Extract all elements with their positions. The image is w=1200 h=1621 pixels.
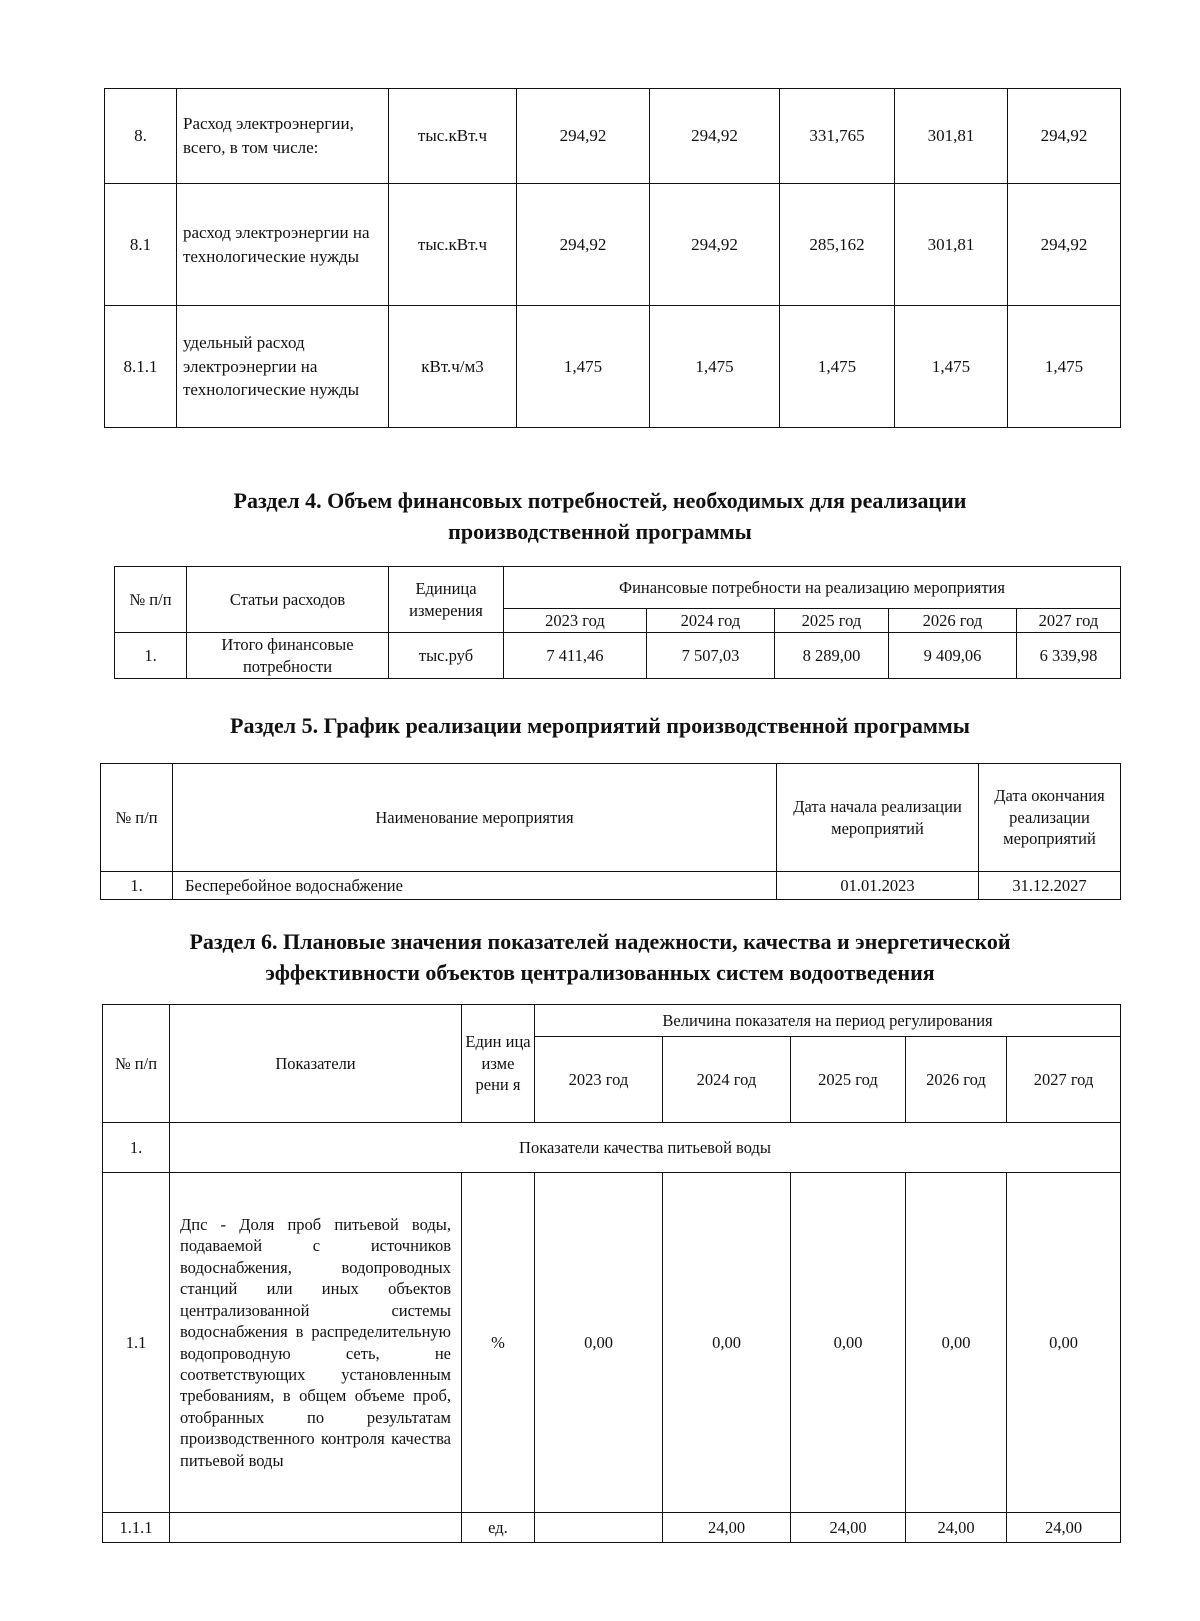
col-header-year: 2024 год [663,1037,791,1123]
col-header-unit: Единица измерения [389,567,504,633]
value-2025: 0,00 [791,1173,906,1513]
value-2027: 24,00 [1007,1513,1121,1543]
row-number: 8.1.1 [105,306,177,428]
section-6-title: Раздел 6. Плановые значения показателей надежности, качества и энергетической эффективности объектов централизованных систем водоотведения [189,929,1011,986]
value-2024: 294,92 [650,184,780,306]
row-unit: тыс.руб [389,633,504,679]
table-row [101,872,1121,900]
col-header-group: Величина показателя на период регулирования [535,1005,1121,1037]
value-2026: 24,00 [906,1513,1007,1543]
col-header-end: Дата окончания реализации мероприятий [979,764,1121,872]
row-unit: тыс.кВт.ч [389,89,517,184]
value-2027: 0,00 [1007,1173,1121,1513]
row-number: 1.1.1 [103,1513,170,1543]
col-header-year: 2026 год [906,1037,1007,1123]
row-number: 1. [115,633,187,679]
value-2024: 7 507,03 [647,633,775,679]
col-header-year: 2027 год [1017,609,1121,633]
col-header-unit: Един ица изме рени я [462,1005,535,1123]
value-2027: 6 339,98 [1017,633,1121,679]
value-2024: 1,475 [650,306,780,428]
value-2023: 294,92 [517,89,650,184]
header-row [101,764,1121,872]
value-2026: 1,475 [895,306,1008,428]
table-row [105,89,1121,184]
col-header-start: Дата начала реализации мероприятий [777,764,979,872]
col-header-year: 2023 год [535,1037,663,1123]
col-header-group: Финансовые потребности на реализацию мероприятия [504,567,1121,609]
financial-needs-table [114,566,1121,679]
col-header-num: № п/п [115,567,187,633]
value-2027: 294,92 [1008,184,1121,306]
table-row [115,633,1121,679]
row-indicator [170,1513,462,1543]
section-4-title: Раздел 4. Объем финансовых потребностей, необходимых для реализации производственной программы [233,488,967,545]
row-item: Итого финансовые потребности [187,633,389,679]
row-name: Расход электроэнергии, всего, в том числе: [177,89,389,184]
value-2025: 8 289,00 [775,633,889,679]
value-2025: 24,00 [791,1513,906,1543]
col-header-year: 2025 год [775,609,889,633]
section-5-title: Раздел 5. График реализации мероприятий производственной программы [230,713,970,738]
col-header-indicator: Показатели [170,1005,462,1123]
value-2023 [535,1513,663,1543]
row-name: Бесперебойное водоснабжение [173,872,777,900]
row-unit: % [462,1173,535,1513]
col-header-name: Наименование мероприятия [173,764,777,872]
row-unit: кВт.ч/м3 [389,306,517,428]
value-2023: 0,00 [535,1173,663,1513]
value-2023: 7 411,46 [504,633,647,679]
value-2027: 1,475 [1008,306,1121,428]
value-2026: 301,81 [895,89,1008,184]
row-number: 8.1 [105,184,177,306]
row-indicator: Дпс - Доля проб питьевой воды, подаваемой с источников водоснабжения, водопроводных станций или иных объектов централизованной системы водоснабжения в распределительную водопроводную сеть, не соответствующих установленным требованиям, в общем объеме проб, отобранных по результатам производственного контроля качества питьевой воды [170,1173,462,1513]
col-header-year: 2027 год [1007,1037,1121,1123]
row-start-date: 01.01.2023 [777,872,979,900]
value-2023: 1,475 [517,306,650,428]
indicators-table [102,1004,1121,1543]
col-header-year: 2025 год [791,1037,906,1123]
value-2026: 0,00 [906,1173,1007,1513]
table-row [103,1173,1121,1513]
group-row [103,1123,1121,1173]
value-2025: 331,765 [780,89,895,184]
col-header-year: 2023 год [504,609,647,633]
row-unit: тыс.кВт.ч [389,184,517,306]
row-number: 1. [101,872,173,900]
table-row [105,306,1121,428]
row-number: 8. [105,89,177,184]
header-row [103,1005,1121,1037]
value-2023: 294,92 [517,184,650,306]
row-number: 1.1 [103,1173,170,1513]
header-row [115,567,1121,609]
col-header-num: № п/п [101,764,173,872]
row-name: расход электроэнергии на технологические нужды [177,184,389,306]
value-2025: 1,475 [780,306,895,428]
col-header-year: 2026 год [889,609,1017,633]
table-row [105,184,1121,306]
value-2024: 0,00 [663,1173,791,1513]
energy-consumption-table [104,88,1121,428]
schedule-table [100,763,1121,900]
value-2025: 285,162 [780,184,895,306]
col-header-year: 2024 год [647,609,775,633]
row-unit: ед. [462,1513,535,1543]
col-header-item: Статьи расходов [187,567,389,633]
value-2026: 301,81 [895,184,1008,306]
row-end-date: 31.12.2027 [979,872,1121,900]
row-name: удельный расход электроэнергии на технологические нужды [177,306,389,428]
value-2026: 9 409,06 [889,633,1017,679]
group-label: Показатели качества питьевой воды [170,1123,1121,1173]
value-2027: 294,92 [1008,89,1121,184]
table-row [103,1513,1121,1543]
value-2024: 294,92 [650,89,780,184]
col-header-num: № п/п [103,1005,170,1123]
value-2024: 24,00 [663,1513,791,1543]
row-number: 1. [103,1123,170,1173]
